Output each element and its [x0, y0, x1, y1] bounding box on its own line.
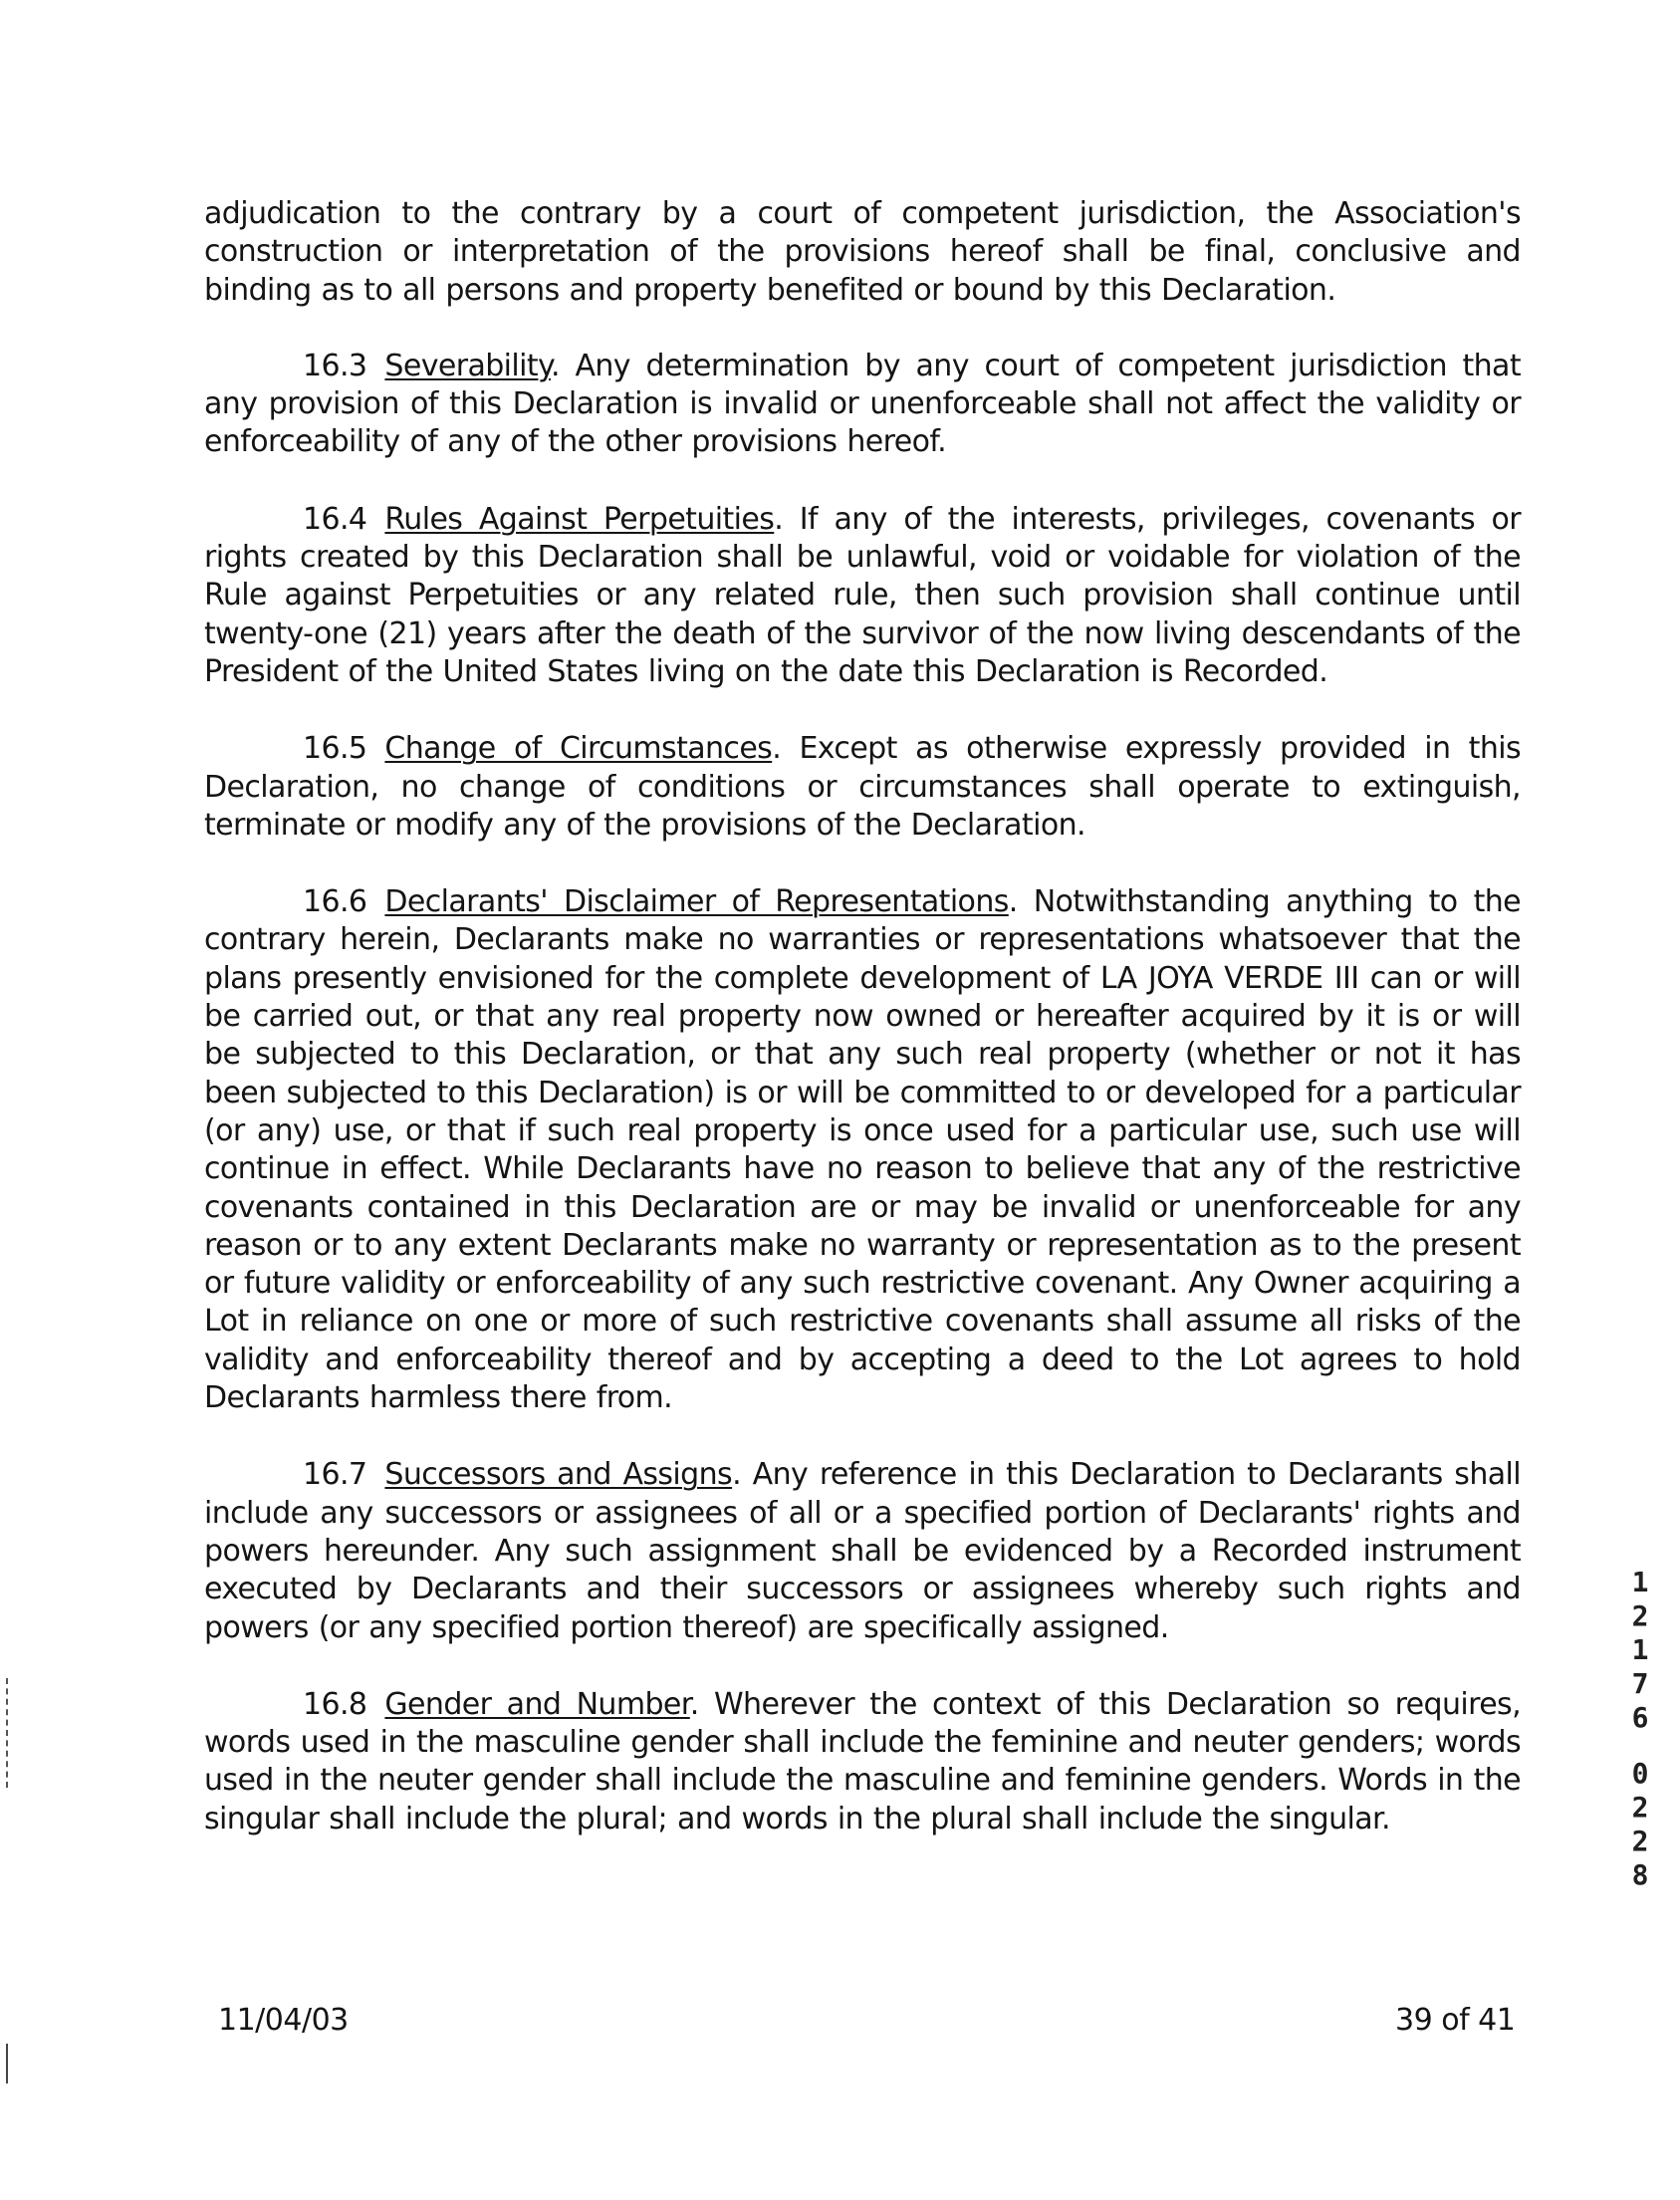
section-heading: Change of Circumstances — [384, 731, 773, 767]
section-body: . Any determination by any court of competent jurisdiction that any provision of this Declaration is invalid or unenforceable shall not affect the validity or enforceability of any of the other provisions hereof. — [204, 348, 1521, 460]
section-16-4 — [204, 501, 1521, 691]
recording-digit: 2 — [1631, 1791, 1649, 1824]
recording-number-stamp — [1622, 1566, 1658, 1892]
section-number: 16.4 — [303, 501, 367, 537]
section-number: 16.6 — [303, 884, 367, 920]
section-heading: Gender and Number — [384, 1686, 690, 1722]
recording-digit: 7 — [1631, 1667, 1649, 1700]
section-heading: Successors and Assigns — [384, 1457, 733, 1493]
section-number: 16.7 — [303, 1457, 367, 1493]
scan-edge-mark — [6, 2044, 8, 2083]
section-heading: Severability — [384, 348, 551, 383]
section-number: 16.5 — [303, 731, 367, 767]
footer-date: 11/04/03 — [218, 2003, 349, 2038]
page-number: 39 of 41 — [1395, 2003, 1516, 2038]
recording-digit: 2 — [1631, 1599, 1649, 1632]
section-body: . If any of the interests, privileges, covenants or rights created by this Declaration shall be unlawful, void or voidable for violation of the Rule against Perpetuities or any related rule, then such provision shall continue until twenty-one (21) years after the death of the survivor of the now living descendants of the President of the United States living on the date this Declaration is Recorded. — [204, 501, 1521, 689]
document-page — [204, 195, 1521, 1877]
section-heading: Declarants' Disclaimer of Representations — [384, 884, 1009, 920]
recording-digit: 2 — [1631, 1825, 1649, 1857]
section-heading: Rules Against Perpetuities — [384, 501, 775, 537]
section-body: . Wherever the context of this Declaration so requires, words used in the masculine gender shall include the feminine and neuter genders; words used in the neuter gender shall include the masculine and feminine genders. Words in the singular shall include the plural; and words in the plural shall include the singular. — [204, 1686, 1522, 1836]
recording-digit: 8 — [1631, 1858, 1649, 1891]
intro-paragraph: adjudication to the contrary by a court of competent jurisdiction, the Association's construction or interpretation of the provisions hereof shall be final, conclusive and binding as to all persons and property benefited or bound by this Declaration. — [204, 196, 1521, 308]
section-number: 16.3 — [303, 348, 367, 383]
recording-digit-gap — [1622, 1735, 1658, 1757]
recording-digit: 1 — [1631, 1633, 1649, 1666]
section-16-5 — [204, 730, 1521, 845]
section-16-6 — [204, 883, 1521, 1417]
recording-digit: 6 — [1631, 1701, 1649, 1734]
section-body: . Except as otherwise expressly provided in this Declaration, no change of conditions or circumstances shall operate to extinguish, terminate or modify any of the provisions of the Declaration. — [204, 731, 1521, 843]
section-body: . Any reference in this Declaration to Declarants shall include any successors or assignees of all or a specified portion of Declarants' rights and powers hereunder. Any such assignment shall be evidenced by a Recorded instrument executed by Declarants and their successors or assignees whereby such rights and powers (or any specified portion thereof) are specifically assigned. — [204, 1457, 1521, 1645]
recording-digit: 1 — [1631, 1566, 1649, 1598]
section-body: . Notwithstanding anything to the contrary herein, Declarants make no warranties or representations whatsoever that the plans presently envisioned for the complete development of LA JOYA VERDE III can or will be carried out, or that any real property now owned or hereafter acquired by it is or will be subjected to this Declaration, or that any such real property (whether or not it has been subjected to this Declaration) is or will be committed to or developed for a particular (or any) use, or that if such real property is once used for a particular use, such use will continue in effect. While Declarants have no reason to believe that any of the restrictive covenants contained in this Declaration are or may be invalid or unenforceable for any reason or to any extent Declarants make no warranty or representation as to the present or future validity or enforceability of any such restrictive covenant. Any Owner acquiring a Lot in reliance on one or more of such restrictive covenants shall assume all risks of the validity and enforceability thereof and by accepting a deed to the Lot agrees to hold Declarants harmless there from. — [204, 884, 1521, 1416]
section-number: 16.8 — [303, 1686, 367, 1722]
section-16-7 — [204, 1456, 1521, 1646]
recording-digit: 0 — [1631, 1757, 1649, 1790]
section-16-3 — [204, 348, 1521, 462]
section-16-8 — [204, 1686, 1521, 1838]
scan-edge-mark — [6, 1678, 8, 1788]
